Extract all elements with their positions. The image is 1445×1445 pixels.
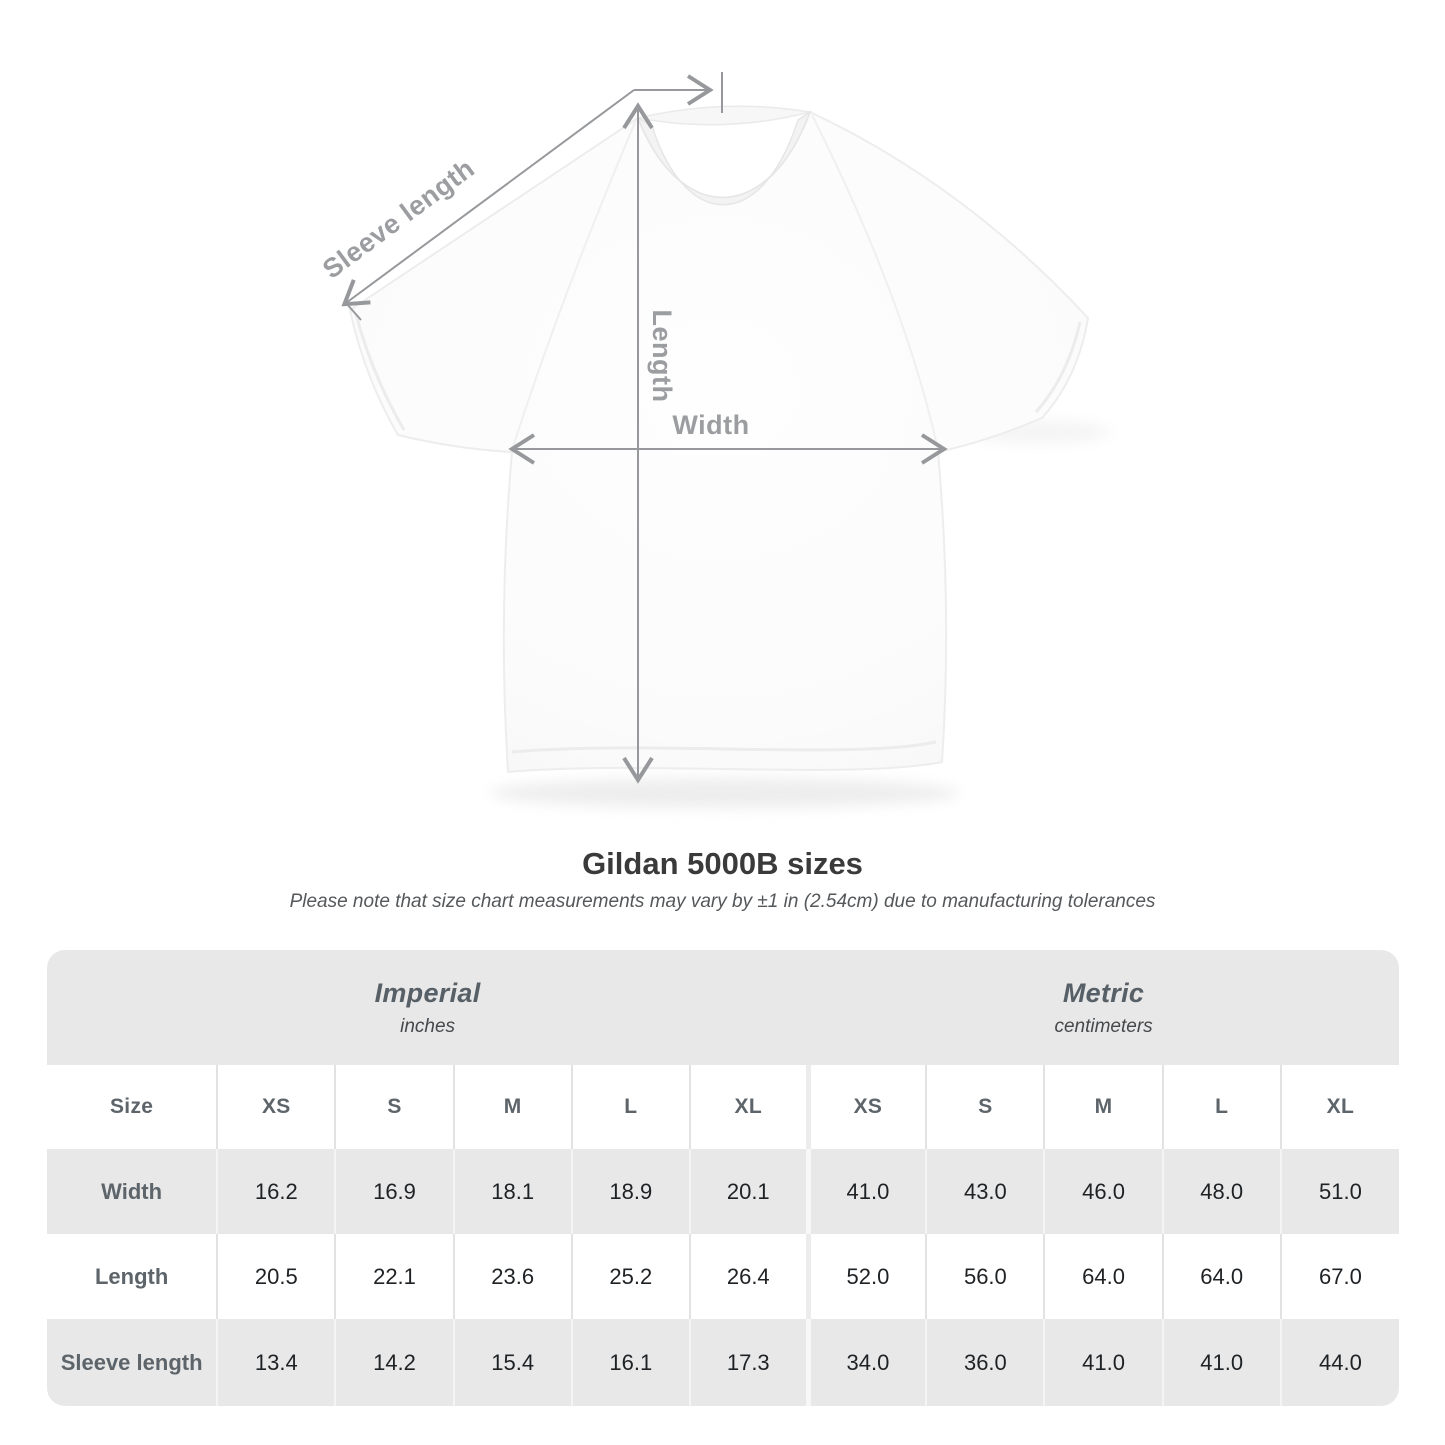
width-imperial-m: 18.1 bbox=[454, 1149, 572, 1234]
size-table bbox=[47, 950, 1399, 1406]
imperial-size-s: S bbox=[335, 1065, 453, 1149]
width-imperial-xl: 20.1 bbox=[690, 1149, 808, 1234]
sleeve-metric-l: 41.0 bbox=[1163, 1319, 1281, 1406]
width-row-label: Width bbox=[47, 1149, 217, 1234]
length-imperial-m: 23.6 bbox=[454, 1234, 572, 1319]
width-imperial-xs: 16.2 bbox=[217, 1149, 335, 1234]
length-metric-l: 64.0 bbox=[1163, 1234, 1281, 1319]
length-row-label: Length bbox=[47, 1234, 217, 1319]
width-metric-m: 46.0 bbox=[1044, 1149, 1162, 1234]
metric-unit: centimeters bbox=[1054, 1015, 1153, 1037]
imperial-size-l: L bbox=[572, 1065, 690, 1149]
sleeve-row-label: Sleeve length bbox=[47, 1319, 217, 1406]
metric-size-m: M bbox=[1044, 1065, 1162, 1149]
length-imperial-l: 25.2 bbox=[572, 1234, 690, 1319]
metric-title: Metric bbox=[1062, 977, 1145, 1008]
imperial-title: Imperial bbox=[374, 977, 481, 1008]
metric-section-header bbox=[808, 950, 1399, 1065]
width-metric-xl: 51.0 bbox=[1281, 1149, 1399, 1234]
metric-size-xs: XS bbox=[808, 1065, 926, 1149]
metric-size-l: L bbox=[1163, 1065, 1281, 1149]
sleeve-length-row bbox=[47, 1319, 1399, 1406]
length-metric-xl: 67.0 bbox=[1281, 1234, 1399, 1319]
size-header-cell: Size bbox=[47, 1065, 217, 1149]
title-block bbox=[0, 846, 1445, 913]
collar-back bbox=[638, 106, 810, 125]
sleeve-metric-xs: 34.0 bbox=[808, 1319, 926, 1406]
metric-size-xl: XL bbox=[1281, 1065, 1399, 1149]
page-title: Gildan 5000B sizes bbox=[582, 846, 863, 881]
length-imperial-s: 22.1 bbox=[335, 1234, 453, 1319]
length-metric-m: 64.0 bbox=[1044, 1234, 1162, 1319]
length-metric-xs: 52.0 bbox=[808, 1234, 926, 1319]
length-label: Length bbox=[647, 309, 677, 403]
width-metric-xs: 41.0 bbox=[808, 1149, 926, 1234]
width-imperial-s: 16.9 bbox=[335, 1149, 453, 1234]
sleeve-metric-xl: 44.0 bbox=[1281, 1319, 1399, 1406]
imperial-size-xs: XS bbox=[217, 1065, 335, 1149]
size-header-row bbox=[47, 1065, 1399, 1149]
sleeve-imperial-s: 14.2 bbox=[335, 1319, 453, 1406]
length-imperial-xs: 20.5 bbox=[217, 1234, 335, 1319]
sleeve-length-label: Sleeve length bbox=[317, 153, 481, 285]
sleeve-imperial-m: 15.4 bbox=[454, 1319, 572, 1406]
width-metric-s: 43.0 bbox=[926, 1149, 1044, 1234]
sleeve-metric-m: 41.0 bbox=[1044, 1319, 1162, 1406]
size-table-grid bbox=[47, 950, 1399, 1406]
length-metric-s: 56.0 bbox=[926, 1234, 1044, 1319]
tshirt-body bbox=[350, 112, 1088, 772]
sleeve-imperial-l: 16.1 bbox=[572, 1319, 690, 1406]
length-row bbox=[47, 1234, 1399, 1319]
length-imperial-xl: 26.4 bbox=[690, 1234, 808, 1319]
sleeve-imperial-xs: 13.4 bbox=[217, 1319, 335, 1406]
tolerance-note: Please note that size chart measurements may vary by ±1 in (2.54cm) due to manufacturing tolerances bbox=[289, 890, 1156, 912]
width-imperial-l: 18.9 bbox=[572, 1149, 690, 1234]
width-label: Width bbox=[672, 410, 750, 440]
imperial-size-m: M bbox=[454, 1065, 572, 1149]
imperial-unit: inches bbox=[400, 1015, 456, 1037]
imperial-size-xl: XL bbox=[690, 1065, 808, 1149]
metric-size-s: S bbox=[926, 1065, 1044, 1149]
imperial-section-header bbox=[47, 950, 808, 1065]
shirt-shadow bbox=[490, 778, 960, 808]
sleeve-metric-s: 36.0 bbox=[926, 1319, 1044, 1406]
sleeve-imperial-xl: 17.3 bbox=[690, 1319, 808, 1406]
unit-header-row bbox=[47, 950, 1399, 1065]
width-row bbox=[47, 1149, 1399, 1234]
width-metric-l: 48.0 bbox=[1163, 1149, 1281, 1234]
